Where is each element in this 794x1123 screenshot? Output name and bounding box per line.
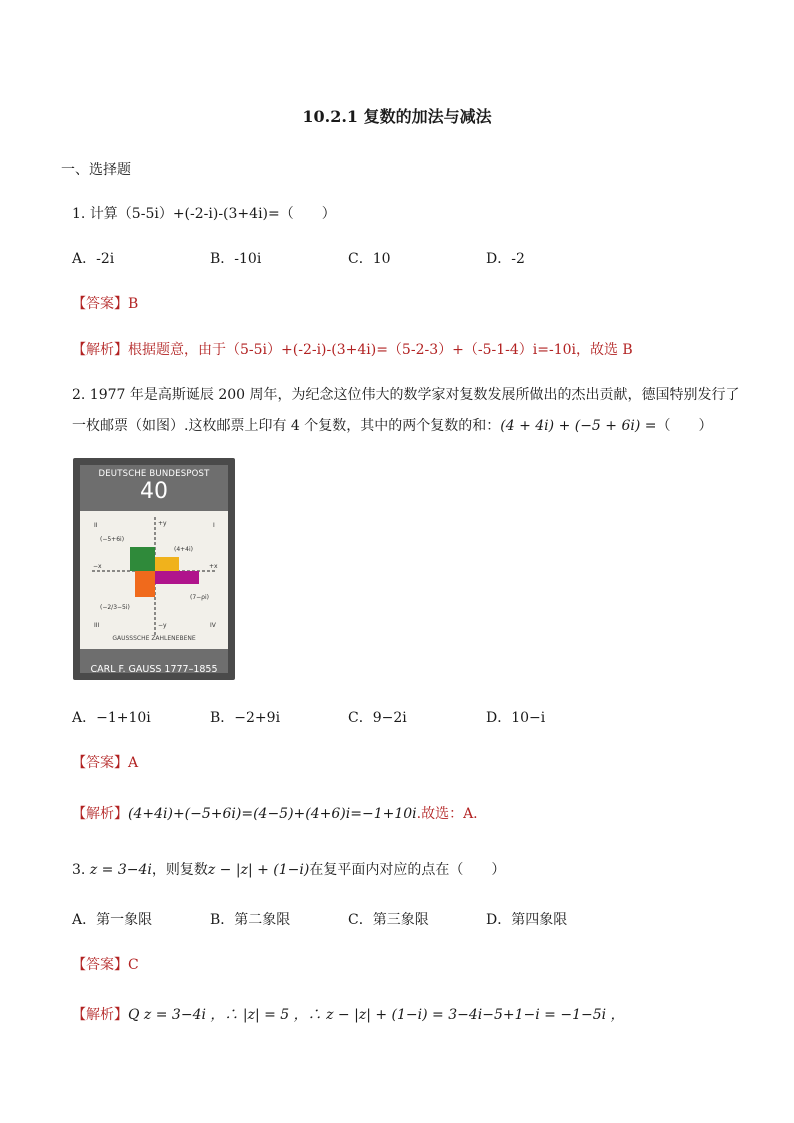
minus-x-label: −x [93, 563, 102, 570]
q2-option-d: D．10−i [486, 710, 546, 726]
quadrant-3-label: III [94, 622, 100, 629]
analysis-label: 【解析】 [72, 1007, 128, 1023]
analysis-text: 根据题意，由于（5-5i）+(-2-i)-(3+4i)=（5-2-3）+（-5-1-4）i=-10i，故选 B [128, 342, 633, 358]
quadrant-1-label: I [213, 522, 215, 529]
q3-z-definition: z = 3−4i [89, 862, 152, 878]
yellow-square [155, 557, 179, 571]
gauss-stamp-image [73, 458, 235, 680]
q2-stem-expression: (4 + 4i) + (−5 + 6i) = [500, 418, 657, 434]
q3-option-c: C．第三象限 [348, 912, 429, 928]
q1-option-c: C．10 [348, 251, 391, 267]
yellow-point-label: (4+4i) [174, 546, 194, 553]
q1-option-a: A．-2i [72, 251, 115, 267]
q3-analysis [72, 1004, 625, 1024]
q3-stem-mid: ，则复数 [151, 862, 208, 878]
orange-rectangle [135, 571, 155, 597]
analysis-tail: .故选：A. [416, 806, 478, 822]
plus-y-label: +y [158, 520, 167, 527]
q2-stem-line1: 2. 1977 年是高斯诞辰 200 周年，为纪念这位伟大的数学家对复数发展所做出的杰出贡献，德国特别发行了 [72, 387, 740, 403]
section-heading: 一、选择题 [61, 162, 131, 178]
quadrant-2-label: II [94, 522, 98, 529]
green-square [130, 547, 155, 571]
q1-option-b: B．-10i [210, 251, 262, 267]
q2-option-c: C．9−2i [348, 710, 407, 726]
answer-value: A [128, 755, 139, 771]
stamp-value: 40 [140, 479, 168, 504]
answer-label: 【答案】 [72, 957, 128, 973]
q2-option-b: B．−2+9i [210, 710, 281, 726]
orange-point-label: (−2/3−5i) [100, 604, 130, 611]
q2-answer [72, 752, 138, 772]
quadrant-4-label: IV [210, 622, 216, 629]
green-point-label: (−5+6i) [100, 536, 125, 543]
q1-stem: 1. 计算（5-5i）+(-2-i)-(3+4i)=（ ） [72, 206, 336, 222]
q1-option-d: D．-2 [486, 251, 525, 267]
stamp-footer-text: CARL F. GAUSS 1777–1855 [90, 664, 218, 675]
answer-value: C [128, 957, 139, 973]
q2-analysis [72, 803, 478, 823]
magenta-rectangle [155, 571, 199, 584]
analysis-expression: (4+4i)+(−5+6i)=(4−5)+(4+6)i=−1+10i [128, 806, 417, 822]
page-title: 10.2.1 复数的加法与减法 [302, 107, 492, 126]
q3-expression: z − |z| + (1−i) [207, 862, 310, 878]
q3-stem [72, 859, 505, 879]
q2-stem-text: 一枚邮票（如图）.这枚邮票上印有 4 个复数，其中的两个复数的和： [72, 418, 501, 434]
q3-answer [72, 954, 139, 974]
q2-option-a: A．−1+10i [72, 710, 151, 726]
q2-stem-line2 [72, 415, 713, 435]
analysis-label: 【解析】 [72, 342, 128, 358]
q3-option-d: D．第四象限 [486, 912, 568, 928]
plus-x-label: +x [209, 563, 218, 570]
minus-y-label: −y [158, 622, 167, 629]
answer-label: 【答案】 [72, 755, 128, 771]
q3-number: 3. [72, 862, 86, 878]
answer-label: 【答案】 [72, 296, 128, 312]
magenta-point-label: (7−ρi) [190, 594, 210, 601]
q3-stem-tail: 在复平面内对应的点在（ ） [309, 862, 506, 878]
q3-option-b: B．第二象限 [210, 912, 291, 928]
answer-value: B [128, 296, 139, 312]
q3-option-a: A．第一象限 [72, 912, 153, 928]
q1-answer [72, 293, 138, 313]
q1-analysis [72, 339, 633, 359]
stamp-subtitle: GAUSSSCHE ZAHLENEBENE [112, 635, 196, 642]
stamp-header-text: DEUTSCHE BUNDESPOST [98, 469, 210, 479]
q2-stem-tail: （ ） [656, 418, 713, 434]
analysis-label: 【解析】 [72, 806, 128, 822]
analysis-text: Q z = 3−4i ，∴ |z| = 5 ，∴ z − |z| + (1−i) = 3−4i−5+1−i = −1−5i ， [128, 1007, 625, 1023]
